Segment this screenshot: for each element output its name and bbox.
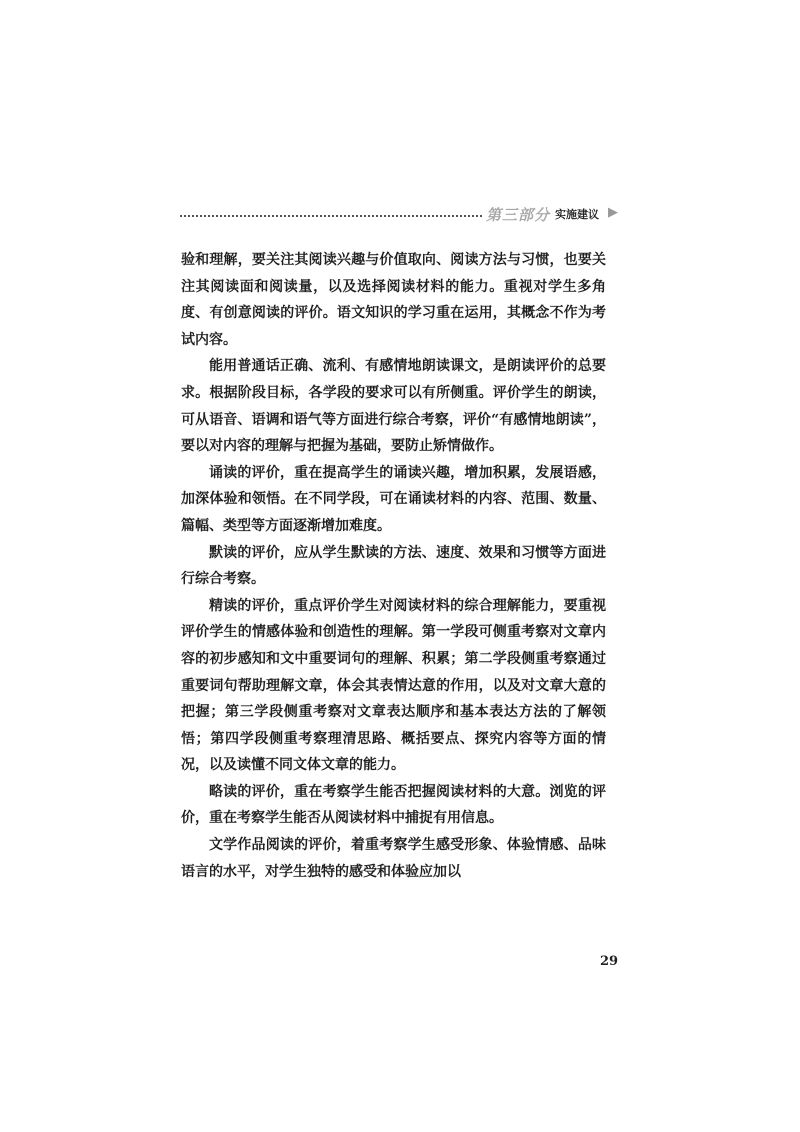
running-header bbox=[180, 204, 620, 228]
header-section-title: 实施建议 bbox=[555, 208, 599, 221]
page-number: 29 bbox=[600, 954, 619, 969]
triangle-right-icon: ▶ bbox=[608, 205, 618, 220]
header-part-title: 第三部分 bbox=[486, 206, 551, 224]
paragraph-recitation: 诵读的评价，重在提高学生的诵读兴趣，增加积累，发展语感，加深体验和领悟。在不同学段，可在诵读材料的内容、范围、数量、篇幅、类型等方面逐渐增加难度。 bbox=[181, 464, 606, 534]
paragraph-literary-reading: 文学作品阅读的评价，着重考察学生感受形象、体验情感、品味语言的水平，对学生独特的感受和体验应加以 bbox=[181, 837, 606, 880]
paragraph-skimming: 略读的评价，重在考察学生能否把握阅读材料的大意。浏览的评价，重在考察学生能否从阅读材料中捕捉有用信息。 bbox=[181, 783, 606, 827]
paragraph-intensive-reading: 精读的评价，重点评价学生对阅读材料的综合理解能力，要重视评价学生的情感体验和创造性的理解。第一学段可侧重考察对文章内容的初步感知和文中重要词句的理解、积累；第二学段侧重考察通过重要词句帮助理解文章，体会其表情达意的作用，以及对文章大意的把握；第三学段侧重考察对文章表达顺序和基本表达方法的了解领悟；第四学段侧重考察理清思路、概括要点、探究内容等方面的情况，以及读懂不同文体文章的能力。 bbox=[181, 597, 606, 774]
header-dotted-rule bbox=[180, 215, 482, 217]
paragraph-silent-reading: 默读的评价，应从学生默读的方法、速度、效果和习惯等方面进行综合考察。 bbox=[181, 544, 606, 588]
paragraph-oral-reading: 能用普通话正确、流利、有感情地朗读课文，是朗读评价的总要求。根据阶段目标，各学段的要求可以有所侧重。评价学生的朗读，可从语音、语调和语气等方面进行综合考察，评价“有感情地朗读”，要以对内容的理解与把握为基础，要防止矫情做作。 bbox=[181, 358, 606, 455]
body-text bbox=[181, 247, 606, 885]
paragraph-continued: 验和理解，要关注其阅读兴趣与价值取向、阅读方法与习惯，也要关注其阅读面和阅读量，以及选择阅读材料的能力。重视对学生多角度、有创意阅读的评价。语文知识的学习重在运用，其概念不作为考试内容。 bbox=[181, 252, 606, 348]
